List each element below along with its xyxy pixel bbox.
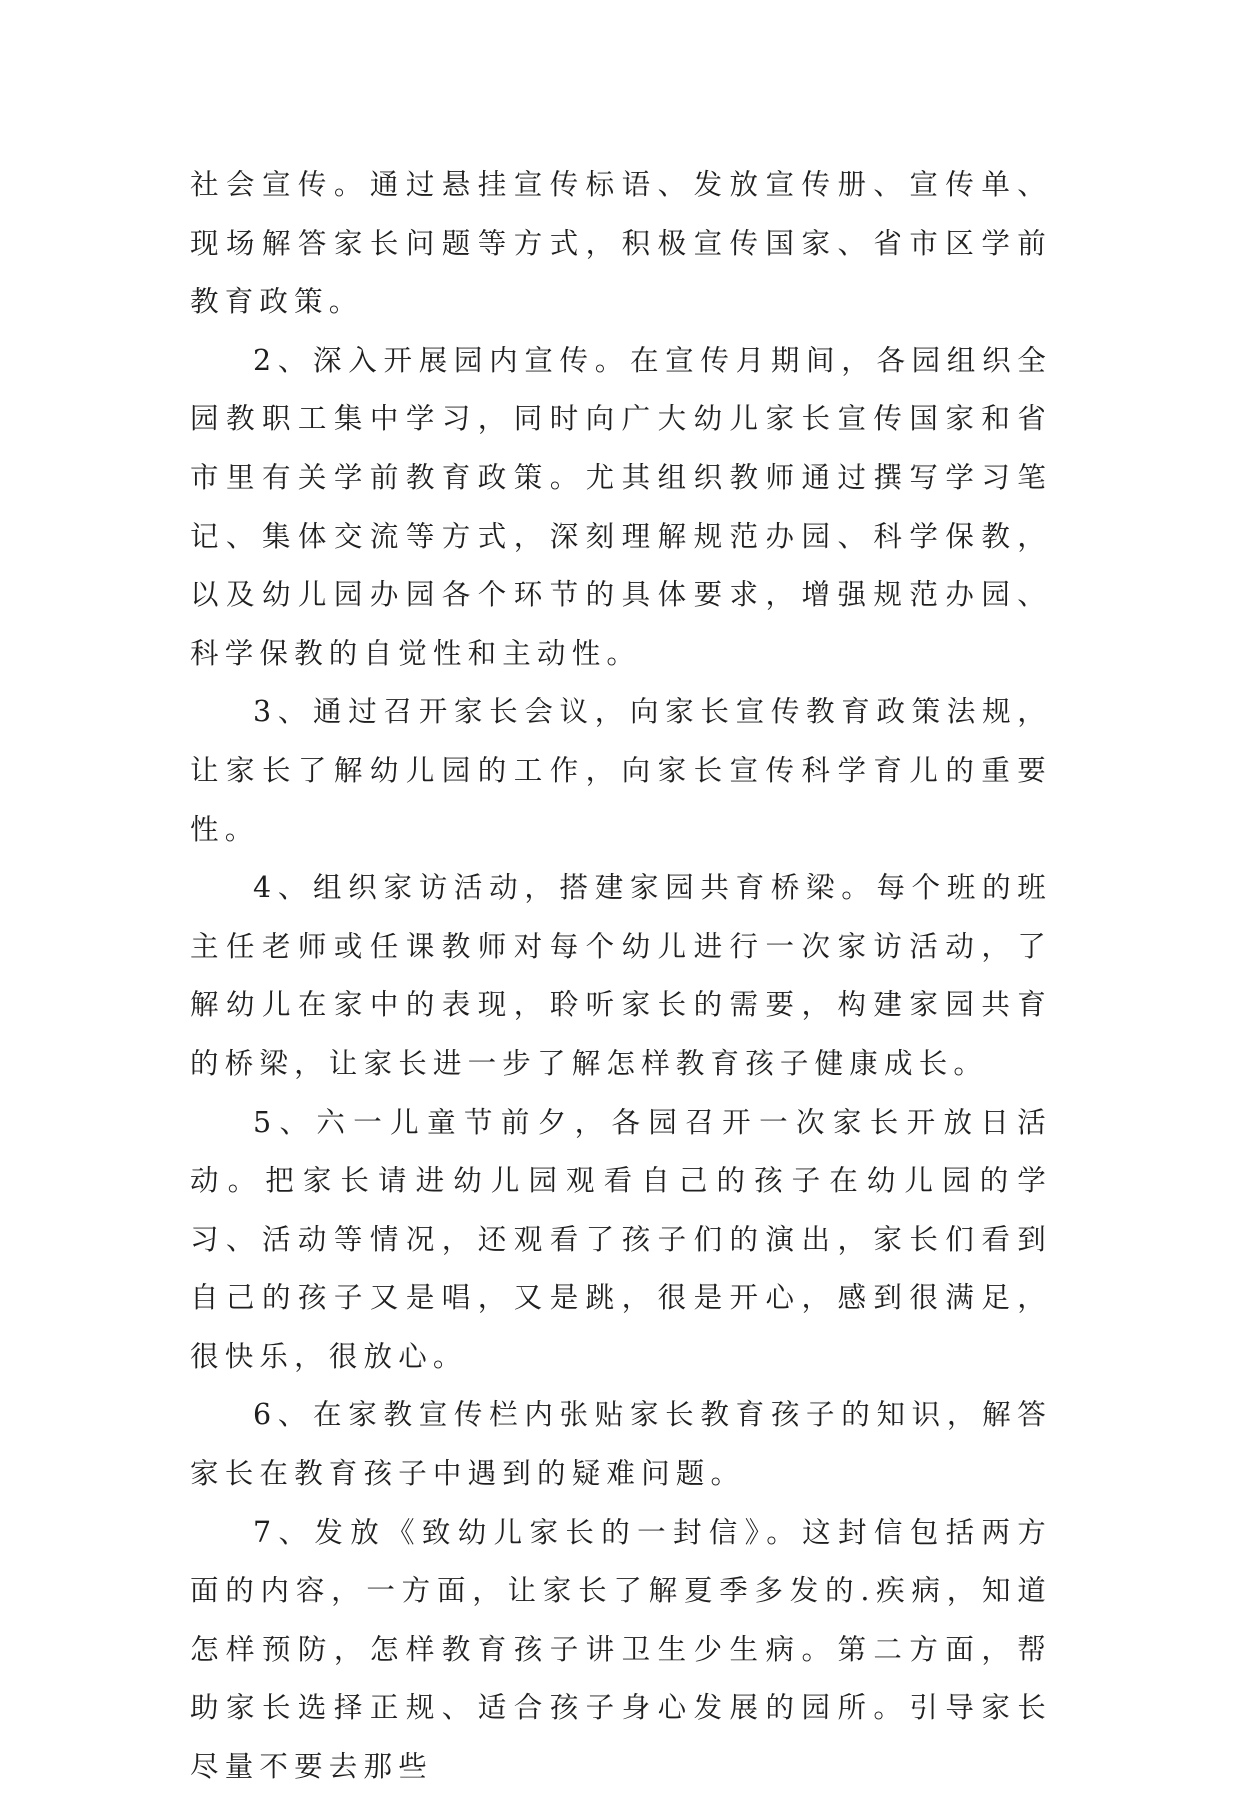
paragraph-item-2: 2、深入开展园内宣传。在宣传月期间，各园组织全园教职工集中学习，同时向广大幼儿家长宣传国家和省市里有关学前教育政策。尤其组织教师通过撰写学习笔记、集体交流等方式，深刻理解规范办园、科学保教，以及幼儿园办园各个环节的具体要求，增强规范办园、科学保教的自觉性和主动性。: [190, 343, 1052, 670]
paragraph-intro: 社会宣传。通过悬挂宣传标语、发放宣传册、宣传单、现场解答家长问题等方式，积极宣传国家、省市区学前教育政策。: [190, 168, 1052, 319]
document-body: [190, 156, 1052, 1797]
paragraph-item-3: 3、通过召开家长会议，向家长宣传教育政策法规，让家长了解幼儿园的工作，向家长宣传科学育儿的重要性。: [190, 695, 1052, 846]
paragraph-item-7: 7、发放《致幼儿家长的一封信》。这封信包括两方面的内容，一方面，让家长了解夏季多发的.疾病，知道怎样预防，怎样教育孩子讲卫生少生病。第二方面，帮助家长选择正规、适合孩子身心发展的园所。引导家长尽量不要去那些: [190, 1515, 1052, 1784]
paragraph-item-4: 4、组织家访活动，搭建家园共育桥梁。每个班的班主任老师或任课教师对每个幼儿进行一次家访活动，了解幼儿在家中的表现，聆听家长的需要，构建家园共育的桥梁，让家长进一步了解怎样教育孩子健康成长。: [190, 871, 1052, 1080]
paragraph-item-6: 6、在家教宣传栏内张贴家长教育孩子的知识，解答家长在教育孩子中遇到的疑难问题。: [190, 1398, 1052, 1491]
paragraph-item-5: 5、六一儿童节前夕，各园召开一次家长开放日活动。把家长请进幼儿园观看自己的孩子在幼儿园的学习、活动等情况，还观看了孩子们的演出，家长们看到自己的孩子又是唱，又是跳，很是开心，感到很满足，很快乐，很放心。: [190, 1105, 1052, 1373]
